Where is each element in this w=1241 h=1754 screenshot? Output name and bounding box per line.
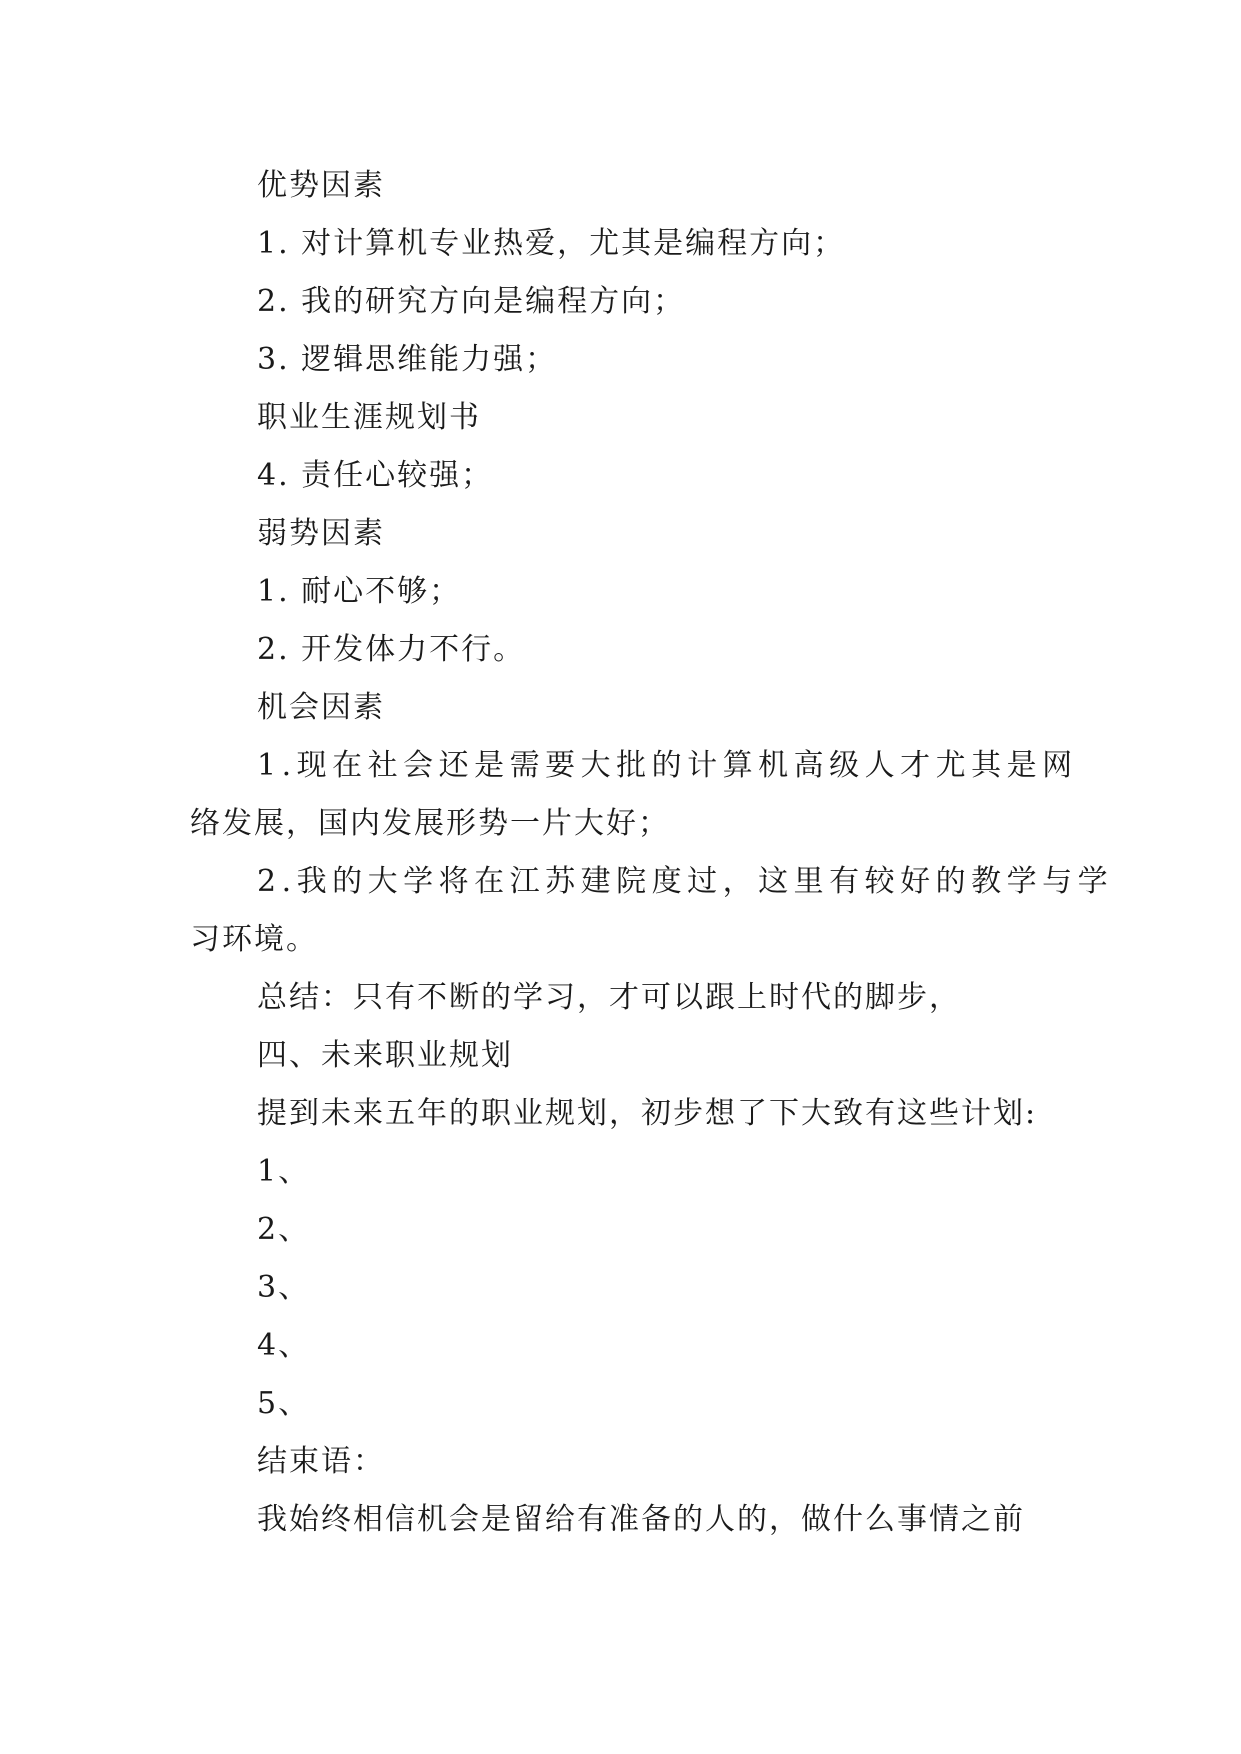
- closing-text: 我始终相信机会是留给有准备的人的，做什么事情之前: [257, 1502, 1025, 1537]
- plan-item-3: 3、: [257, 1270, 311, 1305]
- summary-text: 总结：只有不断的学习，才可以跟上时代的脚步，: [257, 980, 961, 1015]
- strength-item-3: 3. 逻辑思维能力强；: [257, 342, 558, 377]
- strength-item-2: 2. 我的研究方向是编程方向；: [257, 284, 686, 319]
- opportunity-item-1-line-2: 络发展，国内发展形势一片大好；: [190, 806, 670, 841]
- opportunity-item-2-line-1: 2.我的大学将在江苏建院度过，这里有较好的教学与学: [257, 864, 1114, 899]
- weaknesses-heading: 弱势因素: [257, 516, 385, 551]
- weakness-item-2: 2. 开发体力不行。: [257, 632, 526, 667]
- section-four-heading: 四、未来职业规划: [257, 1038, 513, 1073]
- plan-item-1: 1、: [257, 1154, 311, 1189]
- closing-heading: 结束语：: [257, 1444, 385, 1479]
- strengths-heading: 优势因素: [257, 168, 385, 203]
- strength-item-4: 4. 责任心较强；: [257, 458, 494, 493]
- weakness-item-1: 1. 耐心不够；: [257, 574, 462, 609]
- opportunity-item-1-line-1: 1.现在社会还是需要大批的计算机高级人才尤其是网: [257, 748, 1078, 783]
- strength-item-1: 1. 对计算机专业热爱，尤其是编程方向；: [257, 226, 846, 261]
- plan-item-2: 2、: [257, 1212, 311, 1247]
- opportunities-heading: 机会因素: [257, 690, 385, 725]
- opportunity-item-2-line-2: 习环境。: [190, 922, 318, 957]
- plan-intro: 提到未来五年的职业规划，初步想了下大致有这些计划:: [257, 1096, 1038, 1131]
- running-title: 职业生涯规划书: [257, 400, 481, 435]
- plan-item-5: 5、: [257, 1386, 311, 1421]
- plan-item-4: 4、: [257, 1328, 311, 1363]
